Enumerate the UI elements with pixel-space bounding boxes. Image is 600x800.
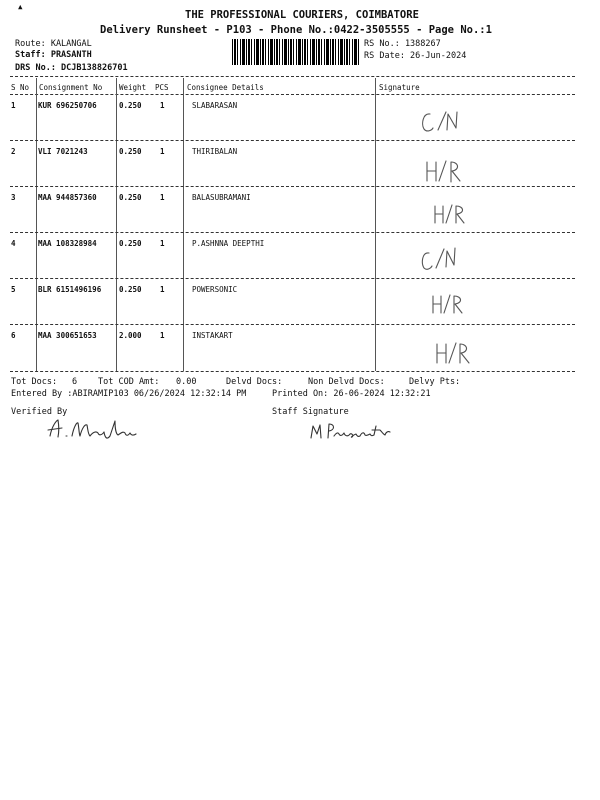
divider (10, 278, 575, 279)
row-signature-cn (420, 108, 460, 138)
row-consignment: KUR 696250706 (38, 101, 97, 110)
company-title: THE PROFESSIONAL COURIERS, COIMBATORE (185, 9, 419, 21)
row-weight: 0.250 (119, 101, 142, 110)
tot-cod-value: 0.00 (176, 377, 197, 387)
verified-signature (44, 416, 144, 446)
row-consignment: MAA 108328984 (38, 239, 97, 248)
row-pcs: 1 (160, 331, 165, 340)
non-delvd-docs-label: Non Delvd Docs: (308, 377, 385, 387)
row-consignee: THIRIBALAN (192, 147, 238, 156)
col-header-consignment: Consignment No (39, 83, 103, 92)
row-signature-hr (434, 340, 474, 370)
tot-docs-label: Tot Docs: (11, 377, 58, 387)
row-signature-hr (424, 158, 464, 188)
delvy-pts-label: Delvy Pts: (409, 377, 461, 387)
row-consignee: INSTAKART (192, 331, 233, 340)
column-divider (36, 78, 37, 371)
row-pcs: 1 (160, 147, 165, 156)
route-label: Route: KALANGAL (15, 39, 92, 49)
row-consignment: MAA 300651653 (38, 331, 97, 340)
row-consignment: MAA 944857360 (38, 193, 97, 202)
row-consignment: VLI 7021243 (38, 147, 88, 156)
row-signature-hr (432, 202, 472, 230)
row-pcs: 1 (160, 285, 165, 294)
row-consignee: P.ASHNNA DEEPTHI (192, 239, 265, 248)
rs-number: RS No.: 1388267 (364, 39, 441, 49)
row-pcs: 1 (160, 193, 165, 202)
divider (10, 94, 575, 95)
staff-label: Staff: PRASANTH (15, 50, 92, 60)
printed-on: Printed On: 26-06-2024 12:32:21 (272, 389, 431, 399)
divider (10, 186, 575, 187)
col-header-signature: Signature (379, 83, 420, 92)
staff-signature-label: Staff Signature (272, 407, 349, 417)
row-sno: 4 (11, 239, 16, 248)
row-weight: 2.000 (119, 331, 142, 340)
staff-signature (308, 418, 408, 446)
row-sno: 6 (11, 331, 16, 340)
col-header-consignee: Consignee Details (187, 83, 264, 92)
row-sno: 5 (11, 285, 16, 294)
row-consignee: POWERSONIC (192, 285, 238, 294)
rs-date: RS Date: 26-Jun-2024 (364, 51, 467, 61)
row-sno: 1 (11, 101, 16, 110)
col-header-sno: S No (11, 83, 30, 92)
row-consignment: BLR 6151496196 (38, 285, 102, 294)
tot-docs-value: 6 (72, 377, 78, 387)
drs-number: DRS No.: DCJB138826701 (15, 63, 128, 73)
row-consignee: SLABARASAN (192, 101, 238, 110)
col-header-pcs: PCS (155, 83, 169, 92)
divider (10, 76, 575, 77)
row-consignee: BALASUBRAMANI (192, 193, 251, 202)
row-sno: 3 (11, 193, 16, 202)
row-weight: 0.250 (119, 193, 142, 202)
runsheet-title: Delivery Runsheet - P103 - Phone No.:0422-3505555 - Page No.:1 (100, 24, 492, 36)
barcode-image (232, 39, 360, 65)
row-weight: 0.250 (119, 285, 142, 294)
divider (10, 324, 575, 325)
corner-mark: ▲ (18, 2, 23, 11)
delvd-docs-label: Delvd Docs: (226, 377, 283, 387)
verified-by-label: Verified By (11, 407, 68, 417)
column-divider (116, 78, 117, 371)
row-signature-hr (430, 292, 470, 320)
entered-by: Entered By :ABIRAMIP103 06/26/2024 12:32:14 PM (11, 389, 247, 399)
divider (10, 232, 575, 233)
row-pcs: 1 (160, 101, 165, 110)
row-sno: 2 (11, 147, 16, 156)
row-signature-cn (420, 244, 460, 276)
row-pcs: 1 (160, 239, 165, 248)
col-header-weight: Weight (119, 83, 147, 92)
divider (10, 140, 575, 141)
row-weight: 0.250 (119, 239, 142, 248)
tot-cod-label: Tot COD Amt: (98, 377, 160, 387)
column-divider (375, 78, 376, 371)
row-weight: 0.250 (119, 147, 142, 156)
divider (10, 371, 575, 372)
column-divider (183, 78, 184, 371)
